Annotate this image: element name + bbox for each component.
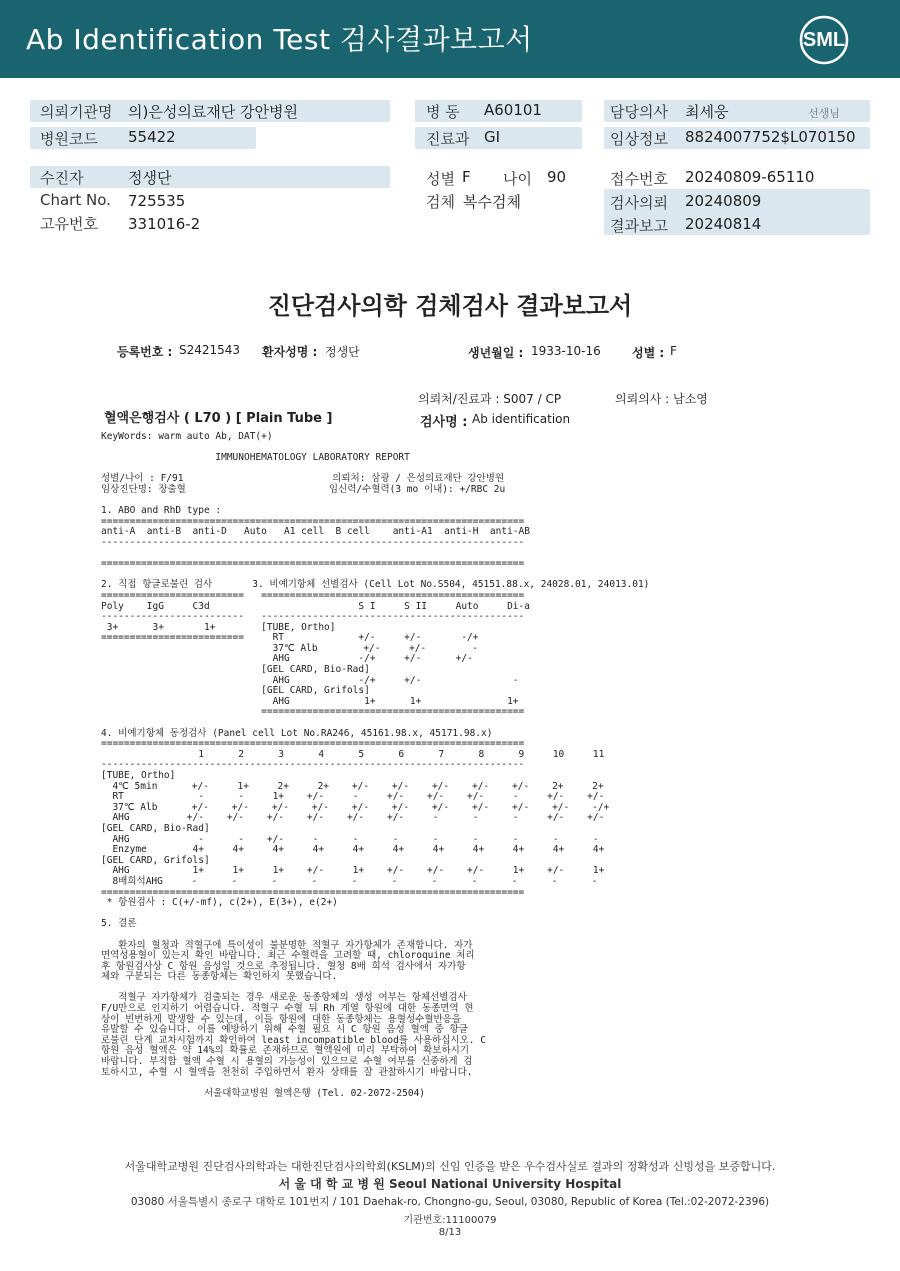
name-label: 환자성명 : (262, 345, 318, 359)
dob-label: 생년월일 : (468, 346, 524, 360)
report-sex-value: F (670, 344, 677, 358)
report-value: 20240814 (685, 215, 762, 233)
test-name-value: Ab identification (472, 412, 571, 426)
dept-label: 진료과 (426, 130, 470, 148)
chart-label: Chart No. (40, 191, 111, 209)
page-title: Ab Identification Test 검사결과보고서 (26, 23, 533, 56)
unique-value: 331016-2 (128, 215, 201, 233)
footer-certification: 서울대학교병원 진단검사의학과는 대한진단검사의학회(KSLM)의 신임 인증을 받은 우수검사실로 결과의 정확성과 신빙성을 보증합니다. (124, 1160, 776, 1173)
footer-address: 03080 서울특별시 종로구 대학로 101번지 / 101 Daehak-ro, Chongno-gu, Seoul, 03080, Republic of Korea (Tel.:02-2072-2396) (130, 1196, 770, 1208)
logo-text: SML (802, 29, 846, 51)
clinical-label: 임상정보 (610, 130, 668, 148)
doctor-label: 담당의사 (610, 103, 668, 121)
request-label: 검사의뢰 (610, 194, 668, 212)
clinical-value: 8824007752$L070150 (685, 128, 856, 146)
sex-label: 성별 (426, 170, 455, 188)
chart-value: 725535 (128, 192, 186, 210)
institution-label: 의뢰기관명 (40, 103, 113, 121)
patient-value: 정생단 (128, 169, 172, 187)
dob-value: 1933-10-16 (531, 344, 601, 358)
dept-value: GI (484, 128, 501, 146)
hospital-code-value: 55422 (128, 128, 176, 146)
specimen-label: 검체 (426, 193, 455, 211)
receipt-value: 20240809-65110 (685, 168, 815, 186)
request-value: 20240809 (685, 192, 762, 210)
reg-label: 등록번호 : (117, 345, 173, 359)
footer-inst-no: 기관번호:11100079 (403, 1215, 497, 1226)
lab-report-body: KeyWords: warm auto Ab, DAT(+) IMMUNOHEMATOLOGY LABORATORY REPORT 성별/나이 : F/91 의뢰처: 삼광 / 은성의료재단 강안병원 임상진단명: 장출혈 임신력/수혈력(3 mo 이내): +/RBC 2u 1. ABO and RhD type : ========================================================================== anti-A anti-B anti-D Auto A1 cell B cell anti-A1 anti-H anti-AB -------------------------------------------------------------------------- ========================================================================== 2. 직접 항글로불린 검사 3. 비예기항체 선별검사 (Cell Lot No.S504, 45151.88.x, 24028.01, 24013.01) ========================= ============================================== Poly IgG C3d S I S II Auto Di-a ------------------------- ---------------------------------------------- 3+ 3+ 1+ [TUBE, Ortho] ========================= RT +/- +/- -/+ 37℃ Alb +/- +/- - AHG -/+ +/- +/- [GEL CARD, Bio-Rad] AHG -/+ +/- - [GEL CARD, Grifols] AHG 1+ 1+ 1+ ============================================== 4. 비예기항체 동정검사 (Panel cell Lot No.RA246, 45161.98.x, 45171.98.x) ========================================================================== 1 2 3 4 5 6 7 8 9 10 11 -------------------------------------------------------------------------- [TUBE, Ortho] 4℃ 5min +/- 1+ 2+ 2+ +/- +/- +/- +/- +/- 2+ 2+ RT - - 1+ +/- - +/- +/- +/- - +/- +/- 37℃ Alb +/- +/- +/- +/- +/- +/- +/- +/- +/- +/- -/+ AHG +/- +/- +/- +/- +/- +/- - - - +/- +/- [GEL CARD, Bio-Rad] AHG - - +/- - - - - - - - - Enzyme 4+ 4+ 4+ 4+ 4+ 4+ 4+ 4+ 4+ 4+ 4+ [GEL CARD, Grifols] AHG 1+ 1+ 1+ +/- 1+ +/- +/- +/- 1+ +/- 1+ 8배희석AHG - - - - - - - - - - - ========================================================================== * 항원검사 : C(+/-mf), c(2+), E(3+), e(2+) 5. 결론 환자의 혈청과 적혈구에 특이성이 불분명한 적혈구 자가항체가 존재합니다. 자가 면역성용혈이 있는지 확인 바랍니다. 최근 수혈력을 고려할 때, chloroquine 처리 후 항원검사상 C 항원 음성일 것으로 추정됩니다. 혈청 8배 희석 검사에서 자가항 체와 구분되는 다른 동종항체는 확인하지 못했습니다. 적혈구 자가항체가 검출되는 경우 새로운 동종항체의 생성 여부는 항체선별검사 F/U만으로 인지하기 어렵습니다. 적혈구 수혈 뒤 Rh 계열 항원에 대한 동종면역 현 상이 빈번하게 발생할 수 있는데, 이들 항원에 대한 동종항체는 용혈성수혈반응을 유발할 수 있습니다. 이를 예방하기 위해 수혈 필요 시 C 항원 음성 혈액 중 항글 로불린 단계 교차시험까지 확인하여 least incompatible blood를 사용하십시오. C 항원 음성 혈액은 약 14%의 확률로 존재하므로 혈액원에 미리 부탁하여 확보하시기 바랍니다. 부적합 혈액 수혈 시 용혈의 가능성이 있으므로 수혈 여부를 신중하게 검 토하시고, 수혈 시 혈액을 천천히 주입하면서 환자 상태를 잘 관찰하시기 바랍니다. 서울대학교병원 혈액은행 (Tel. 02-2072-2504) (101, 431, 650, 1099)
patient-label: 수진자 (40, 169, 84, 187)
ward-value: A60101 (484, 101, 542, 119)
hospital-code-label: 병원코드 (40, 130, 98, 148)
age-label: 나이 (503, 170, 532, 188)
report-label: 결과보고 (610, 217, 668, 235)
report-title: 진단검사의학 검체검사 결과보고서 (267, 292, 633, 320)
doctor-suffix: 선생님 (808, 107, 840, 120)
specimen-value: 복수검체 (463, 193, 521, 211)
reg-value: S2421543 (179, 343, 241, 357)
header-band (0, 0, 900, 78)
dept-line: 의뢰처/진료과 : S007 / CP (418, 392, 562, 406)
receipt-label: 접수번호 (610, 170, 668, 188)
report-sex-label: 성별 : (632, 346, 665, 360)
test-name-label: 검사명 : (420, 415, 468, 430)
name-value: 정생단 (325, 345, 360, 359)
patient-bar (30, 166, 390, 188)
footer-hospital: 서 울 대 학 교 병 원 Seoul National University Hospital (278, 1177, 622, 1191)
institution-value: 의)은성의료재단 강안병원 (128, 103, 299, 121)
doctor-line: 의뢰의사 : 남소영 (615, 392, 708, 406)
sml-logo (798, 14, 850, 66)
age-value: 90 (547, 168, 567, 186)
ward-label: 병 동 (426, 103, 460, 121)
page-number: 8/13 (438, 1227, 462, 1238)
sex-value: F (462, 168, 471, 186)
unique-label: 고유번호 (40, 215, 98, 233)
test-group: 혈액은행검사 ( L70 ) [ Plain Tube ] (104, 411, 333, 426)
doctor-value: 최세웅 (685, 103, 729, 121)
